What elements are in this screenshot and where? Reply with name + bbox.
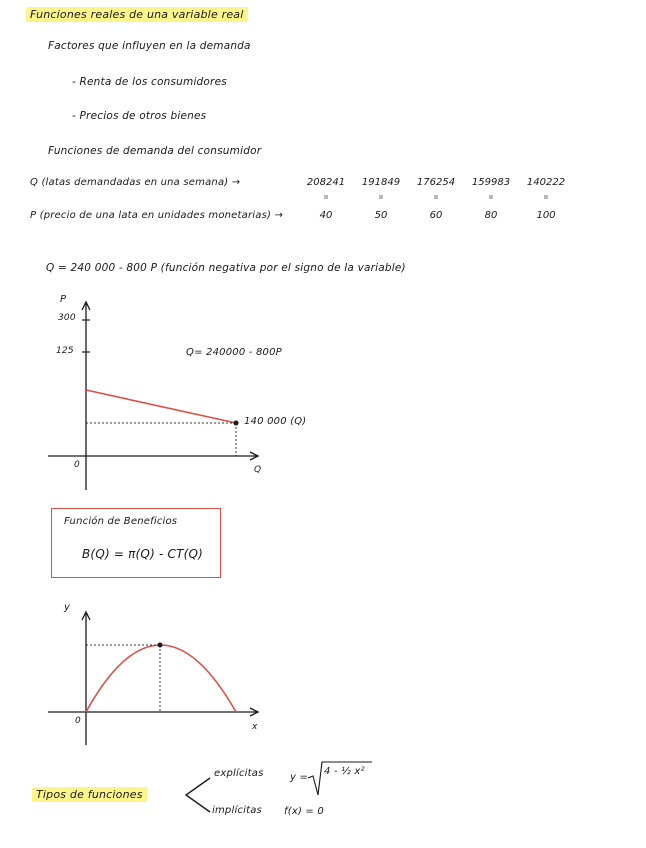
factor-item: - Precios de otros bienes [72, 110, 207, 122]
equals-mark: ıı [324, 193, 328, 201]
benefit-formula: B(Q) = π(Q) - CT(Q) [82, 547, 204, 561]
equals-mark: ıı [489, 193, 493, 201]
benefit-title: Función de Beneficios [64, 516, 178, 527]
q-value: 191849 [361, 177, 401, 188]
q-value: 176254 [416, 177, 456, 188]
graph-equation: Q= 240000 - 800P [186, 347, 282, 358]
tick-label: 125 [56, 346, 74, 356]
brace-icon [186, 778, 210, 812]
tick-label: 300 [58, 313, 76, 323]
q-value: 140222 [526, 177, 566, 188]
p-value: 50 [374, 210, 388, 221]
point-label: 140 000 (Q) [244, 416, 307, 427]
implicit-label: implícitas [212, 805, 262, 816]
p-value: 40 [319, 210, 333, 221]
demand-equation: Q = 240 000 - 800 P (función negativa por el signo de la variable) [46, 262, 406, 274]
q-row-label: Q (latas demandadas en una semana) → [30, 177, 241, 188]
demand-heading: Funciones de demanda del consumidor [48, 145, 262, 157]
origin-label: 0 [74, 460, 80, 470]
q-axis-label: Q [254, 465, 262, 475]
explicit-formula: 4 - ½ x² [324, 766, 365, 777]
factor-item: - Renta de los consumidores [72, 76, 227, 88]
page-title: Funciones reales de una variable real [26, 8, 248, 21]
explicit-label: explícitas [214, 768, 264, 779]
equals-mark: ıı [434, 193, 438, 201]
p-value: 80 [484, 210, 498, 221]
p-value: 60 [429, 210, 443, 221]
x-axis-label: x [252, 722, 258, 732]
q-value: 208241 [306, 177, 346, 188]
q-value: 159983 [471, 177, 511, 188]
function-types-label: Tipos de funciones [32, 788, 147, 801]
explicit-formula-prefix: y = [290, 772, 309, 783]
equals-mark: ıı [379, 193, 383, 201]
equals-mark: ıı [544, 193, 548, 201]
factors-heading: Factores que influyen en la demanda [48, 40, 251, 52]
p-axis-label: P [60, 294, 67, 305]
implicit-formula: f(x) = 0 [284, 806, 324, 817]
p-row-label: P (precio de una lata en unidades monetarias) → [30, 210, 284, 221]
y-axis-label: y [64, 602, 71, 613]
origin-label: 0 [75, 716, 81, 726]
p-value: 100 [536, 210, 556, 221]
